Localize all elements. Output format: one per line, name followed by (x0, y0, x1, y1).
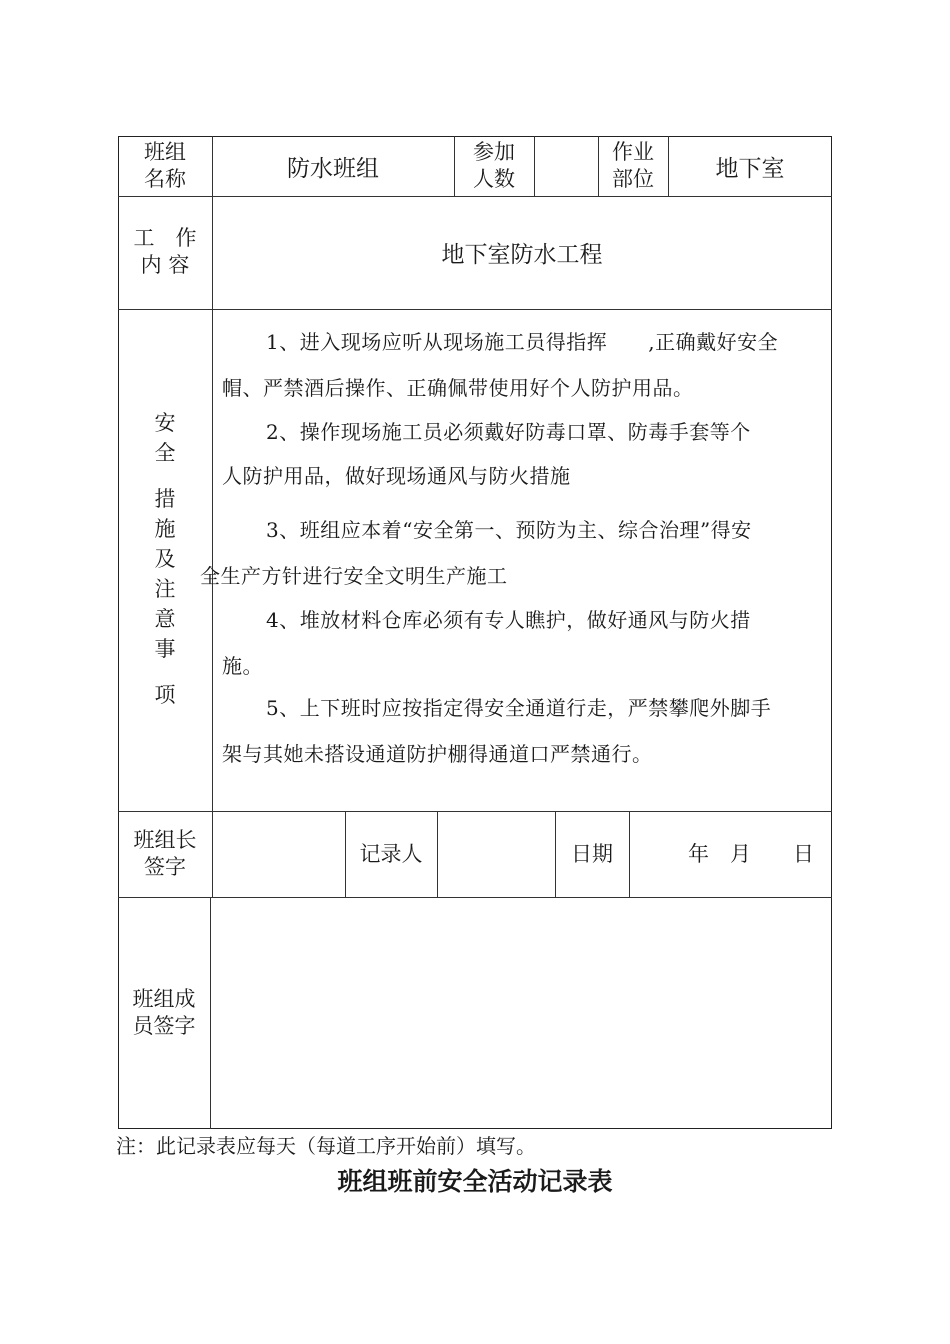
safety-label (148, 408, 182, 710)
form-note: 注：此记录表应每天（每道工序开始前）填写。 (116, 1134, 536, 1158)
work-location-label (598, 136, 668, 196)
safety-label-char: 全 (154, 441, 176, 465)
safety-line: 帽、严禁酒后操作、正确佩带使用好个人防护用品。 (222, 376, 694, 400)
col-divider (629, 811, 630, 897)
safety-label-char: 意 (154, 607, 176, 631)
safety-label-char: 事 (154, 637, 176, 661)
safety-line: 5、上下班时应按指定得安全通道行走，严禁攀爬外脚手 (266, 696, 772, 720)
members-sign-label (118, 983, 210, 1043)
participants-label-line: 人数 (473, 167, 515, 191)
date-label: 日期 (571, 841, 613, 866)
leader-sign-field[interactable] (212, 811, 345, 897)
participants-label-line: 参加 (473, 140, 515, 164)
members-sign-label-line: 班组成 (132, 987, 196, 1011)
participants-value[interactable] (534, 136, 598, 196)
work-content-label-line: 工 作 (133, 226, 197, 250)
team-name-value: 防水班组 (287, 155, 379, 182)
safety-label-char: 注 (154, 577, 176, 601)
safety-line: 人防护用品，做好现场通风与防火措施 (222, 464, 571, 488)
team-name-label (118, 136, 212, 196)
work-location-label-line: 作业 (612, 140, 654, 164)
work-location-value: 地下室 (715, 155, 785, 182)
recorder-label: 记录人 (359, 841, 423, 866)
safety-line: 架与其她未搭设通道防护棚得通道口严禁通行。 (222, 742, 653, 766)
safety-label-char: 施 (154, 517, 176, 541)
work-content-value: 地下室防水工程 (441, 242, 603, 268)
participants-label (454, 136, 534, 196)
safety-line: 1、进入现场应听从现场施工员得指挥 ,正确戴好安全 (266, 330, 779, 354)
row-divider (118, 309, 832, 310)
safety-line: 3、班组应本着“安全第一、预防为主、综合治理”得安 (266, 518, 752, 542)
safety-label-char: 措 (154, 487, 176, 511)
leader-sign-label-line: 签字 (144, 855, 186, 879)
team-name-label-line: 名称 (144, 167, 186, 191)
leader-sign-label (118, 811, 212, 897)
safety-line: 全生产方针进行安全文明生产施工 (200, 564, 508, 588)
work-content-label (118, 222, 212, 282)
safety-line: 2、操作现场施工员必须戴好防毒口罩、防毒手套等个 (266, 420, 751, 444)
safety-line: 施。 (222, 654, 263, 678)
safety-line: 4、堆放材料仓库必须有专人瞧护，做好通风与防火措 (266, 608, 751, 632)
safety-label-char: 及 (154, 547, 176, 571)
date-value[interactable]: 年 月 日 (688, 841, 814, 866)
leader-sign-label-line: 班组长 (133, 828, 197, 852)
members-sign-label-line: 员签字 (132, 1014, 196, 1038)
members-sign-field[interactable] (210, 897, 832, 1129)
work-location-label-line: 部位 (612, 167, 654, 191)
safety-label-char: 项 (154, 683, 176, 707)
work-content-label-line: 内 容 (140, 253, 190, 277)
form-title: 班组班前安全活动记录表 (337, 1167, 613, 1196)
safety-label-char: 安 (154, 411, 176, 435)
team-name-label-line: 班组 (144, 140, 186, 164)
recorder-field[interactable] (437, 811, 555, 897)
